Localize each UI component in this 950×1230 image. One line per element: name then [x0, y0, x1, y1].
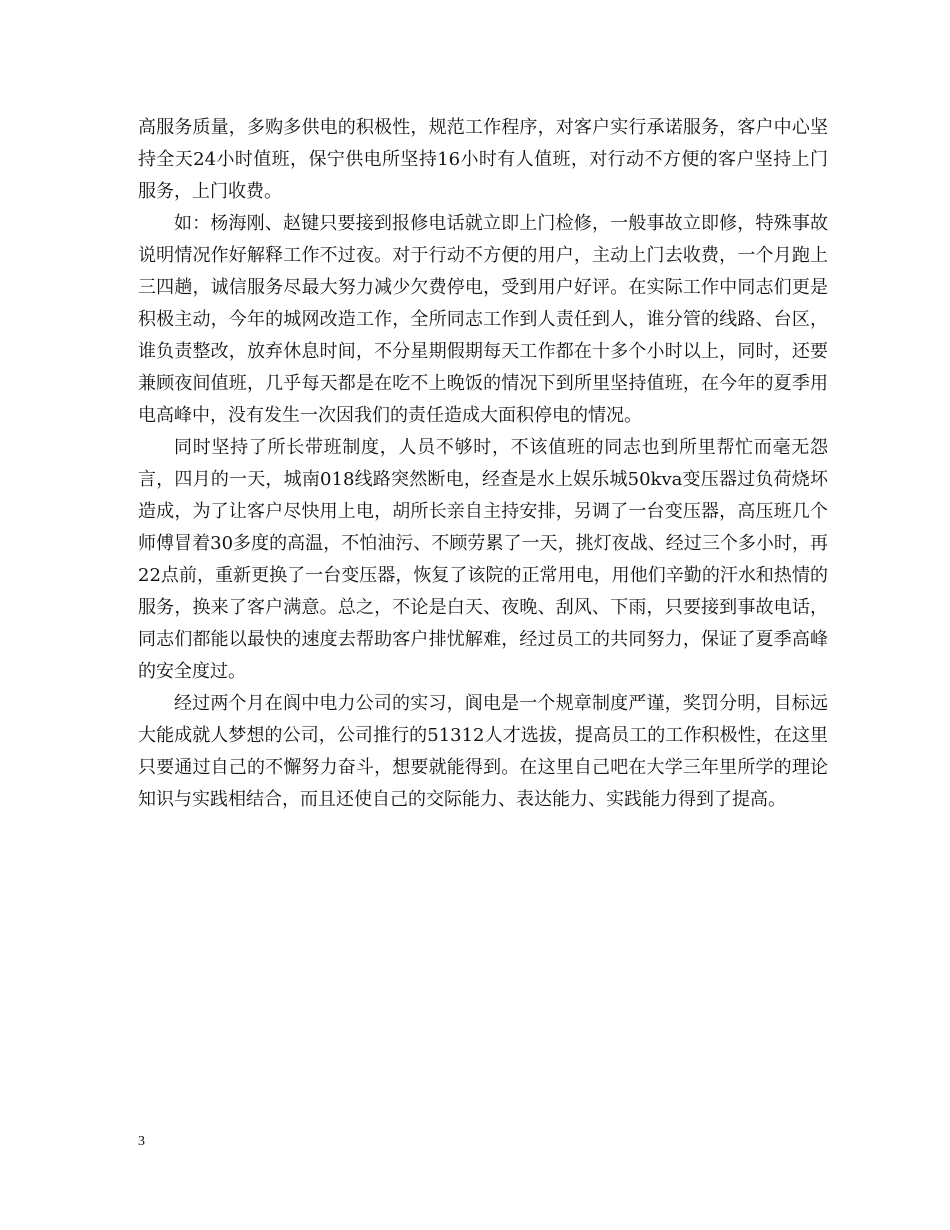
- paragraph-2: 如：杨海刚、赵键只要接到报修电话就立即上门检修，一般事故立即修，特殊事故说明情况作好解释工作不过夜。对于行动不方便的用户，主动上门去收费，一个月跑上三四趟，诚信服务尽最大努力减少欠费停电，受到用户好评。在实际工作中同志们更是积极主动，今年的城网改造工作，全所同志工作到人责任到人，谁分管的线路、台区，谁负责整改，放弃休息时间，不分星期假期每天工作都在十多个小时以上，同时，还要兼顾夜间值班，几乎每天都是在吃不上晚饭的情况下到所里坚持值班，在今年的夏季用电高峰中，没有发生一次因我们的责任造成大面积停电的情况。: [138, 213, 828, 426]
- paragraph-1: 高服务质量，多购多供电的积极性，规范工作程序，对客户实行承诺服务，客户中心坚持全天24小时值班，保宁供电所坚持16小时有人值班，对行动不方便的客户坚持上门服务，上门收费。: [138, 117, 828, 202]
- page-number: 3: [138, 1134, 145, 1149]
- paragraph-4: 经过两个月在阆中电力公司的实习，阆电是一个规章制度严谨，奖罚分明，目标远大能成就人梦想的公司，公司推行的51312人才选拔，提高员工的工作积极性，在这里只要通过自己的不懈努力奋斗，想要就能得到。在这里自己吧在大学三年里所学的理论知识与实践相结合，而且还使自己的交际能力、表达能力、实践能力得到了提高。: [138, 693, 828, 810]
- paragraph-3: 同时坚持了所长带班制度，人员不够时，不该值班的同志也到所里帮忙而毫无怨言，四月的一天，城南018线路突然断电，经查是水上娱乐城50kva变压器过负荷烧坏造成，为了让客户尽快用上电，胡所长亲自主持安排，另调了一台变压器，高压班几个师傅冒着30多度的高温，不怕油污、不顾劳累了一天，挑灯夜战、经过三个多小时，再22点前，重新更换了一台变压器，恢复了该院的正常用电，用他们辛勤的汗水和热情的服务，换来了客户满意。总之，不论是白天、夜晚、刮风、下雨，只要接到事故电话，同志们都能以最快的速度去帮助客户排忧解难，经过员工的共同努力，保证了夏季高峰的安全度过。: [138, 437, 828, 682]
- document-body: [138, 112, 828, 816]
